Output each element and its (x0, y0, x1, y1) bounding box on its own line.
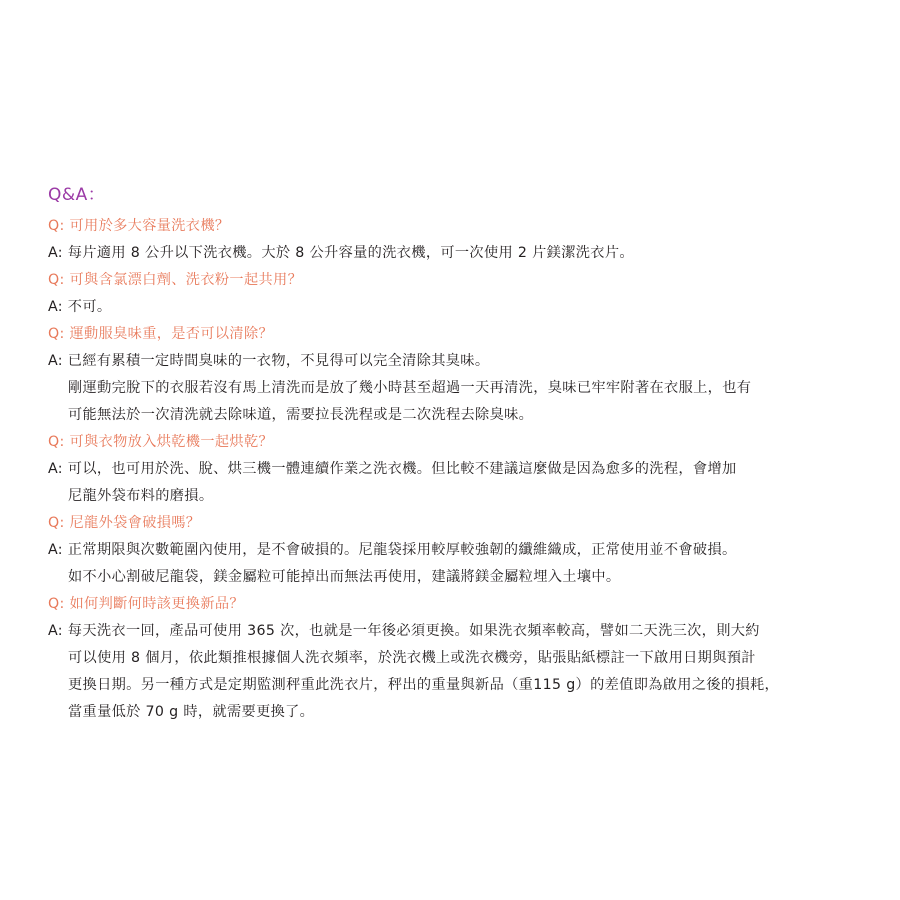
faq-answer (48, 618, 868, 726)
answer-line: 可以使用 8 個月，依此類推根據個人洗衣頻率，於洗衣機上或洗衣機旁，貼張貼紙標註一下啟用日期與預計 (68, 650, 756, 666)
faq-question: Q: 尼龍外袋會破損嗎？ (48, 515, 201, 531)
faq-question: Q: 可與含氯漂白劑、洗衣粉一起共用？ (48, 272, 303, 288)
answer-line: A: 已經有累積一定時間臭味的一衣物，不見得可以完全清除其臭味。 (48, 353, 490, 369)
faq-item (48, 510, 868, 591)
faq-section (48, 184, 868, 726)
faq-answer (48, 348, 868, 429)
faq-question: Q: 可用於多大容量洗衣機？ (48, 218, 230, 234)
faq-item (48, 429, 868, 510)
faq-answer (48, 240, 868, 267)
answer-line: 尼龍外袋布料的磨損。 (68, 488, 214, 504)
answer-line: A: 不可。 (48, 299, 112, 315)
answer-line: A: 正常期限與次數範圍內使用，是不會破損的。尼龍袋採用較厚較強韌的纖維織成，正常使用並不會破損。 (48, 542, 737, 558)
answer-line: A: 每天洗衣一回，產品可使用 365 次，也就是一年後必須更換。如果洗衣頻率較高，譬如二天洗三次，則大約 (48, 623, 760, 639)
faq-title: Q&A： (48, 185, 106, 205)
answer-line: 可能無法於一次清洗就去除味道，需要拉長洗程或是二次洗程去除臭味。 (68, 407, 534, 423)
faq-question: Q: 如何判斷何時該更換新品？ (48, 596, 244, 612)
answer-line: 剛運動完脫下的衣服若沒有馬上清洗而是放了幾小時甚至超過一天再清洗，臭味已牢牢附著在衣服上，也有 (68, 380, 752, 396)
answer-line: A: 每片適用 8 公升以下洗衣機。大於 8 公升容量的洗衣機，可一次使用 2 片鎂潔洗衣片。 (48, 245, 634, 261)
faq-item (48, 321, 868, 429)
answer-line: 如不小心割破尼龍袋，鎂金屬粒可能掉出而無法再使用，建議將鎂金屬粒埋入土壤中。 (68, 569, 621, 585)
faq-item (48, 213, 868, 267)
faq-question: Q: 運動服臭味重，是否可以清除？ (48, 326, 274, 342)
answer-line: 更換日期。另一種方式是定期監測秤重此洗衣片，秤出的重量與新品（重115 g）的差值即為啟用之後的損耗， (68, 677, 780, 693)
faq-item (48, 591, 868, 726)
faq-item (48, 267, 868, 321)
faq-answer (48, 294, 868, 321)
answer-line: A: 可以，也可用於洗、脫、烘三機一體連續作業之洗衣機。但比較不建議這麼做是因為愈多的洗程，會增加 (48, 461, 737, 477)
answer-line: 當重量低於 70 g 時，就需要更換了。 (68, 704, 315, 720)
faq-answer (48, 537, 868, 591)
faq-question: Q: 可與衣物放入烘乾機一起烘乾？ (48, 434, 274, 450)
faq-answer (48, 456, 868, 510)
